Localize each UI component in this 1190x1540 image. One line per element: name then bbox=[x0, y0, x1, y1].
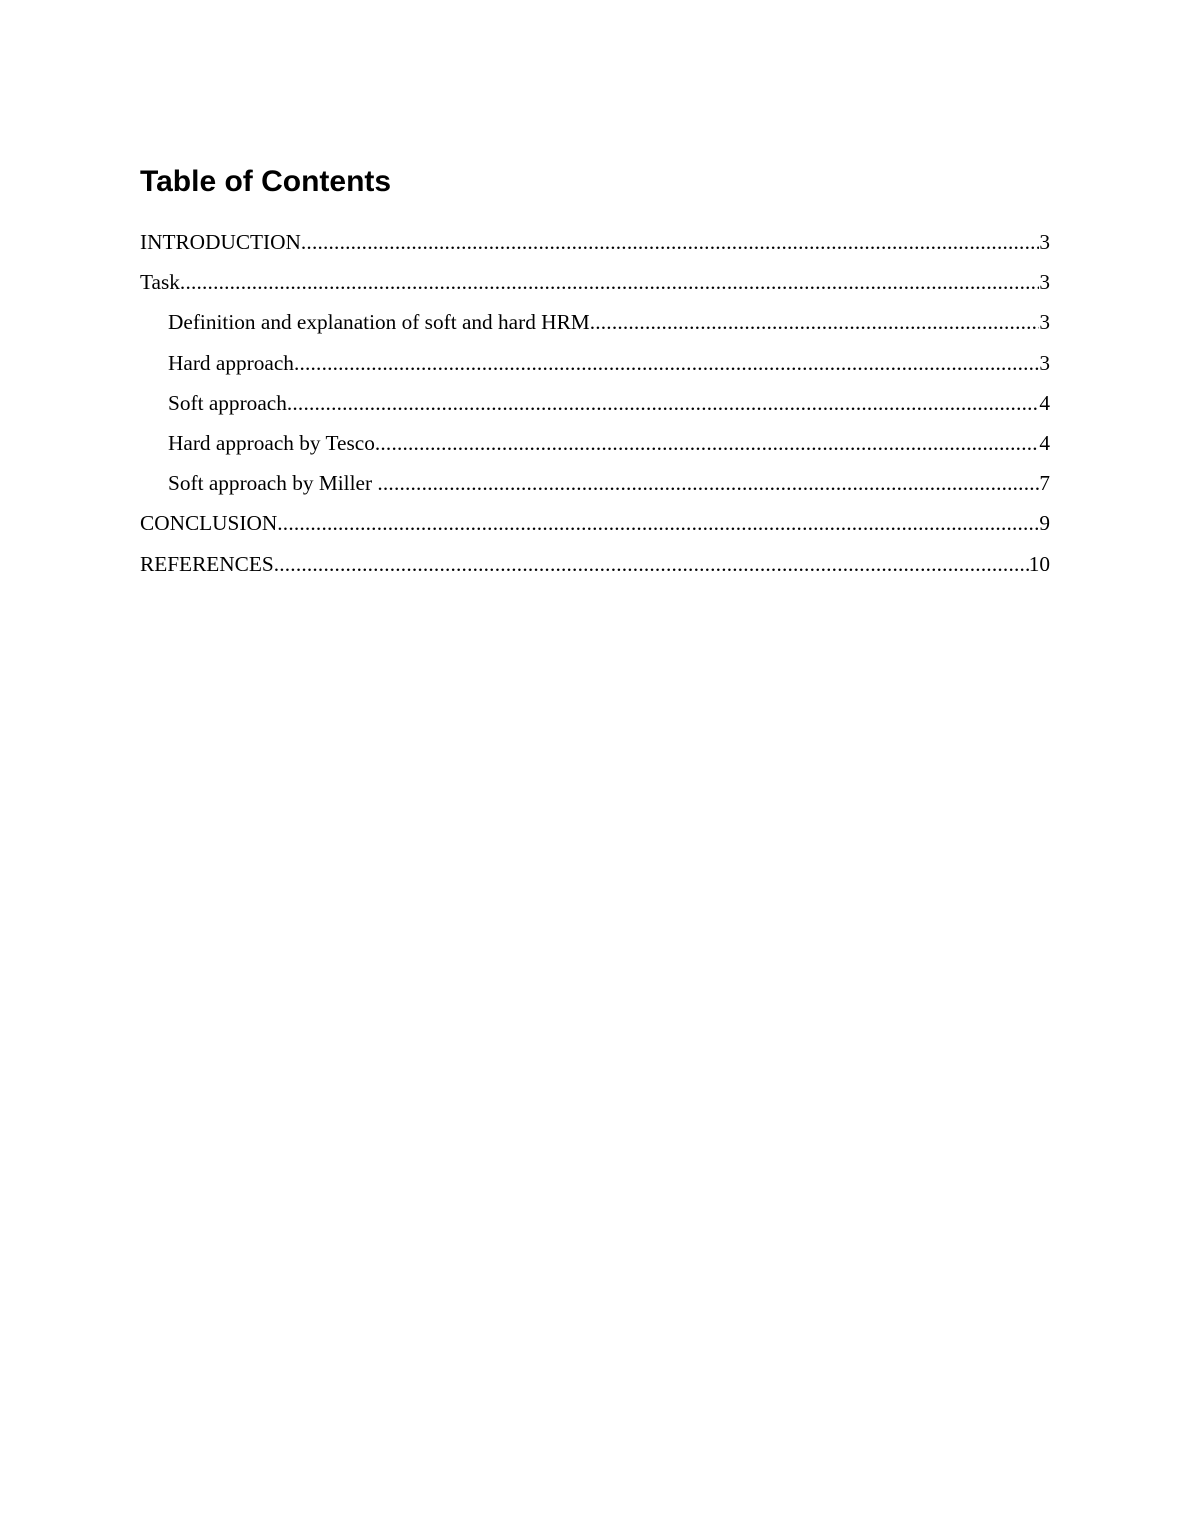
toc-dot-leader bbox=[277, 509, 1039, 537]
toc-page-number: 4 bbox=[1039, 430, 1050, 455]
toc-dot-leader bbox=[180, 268, 1039, 296]
toc-page-number: 3 bbox=[1039, 350, 1050, 375]
toc-dot-leader bbox=[375, 429, 1039, 457]
toc-list bbox=[140, 228, 1050, 590]
toc-entry-label: Soft approach by Miller bbox=[168, 471, 378, 496]
toc-entry-label: INTRODUCTION bbox=[140, 230, 301, 254]
toc-entry-label: Soft approach bbox=[168, 390, 287, 415]
toc-entry-hard-approach[interactable] bbox=[140, 349, 1050, 389]
toc-dot-leader bbox=[377, 469, 1039, 497]
toc-entry-soft-approach-miller[interactable] bbox=[140, 469, 1050, 509]
toc-page-number: 9 bbox=[1039, 511, 1050, 536]
toc-entry-label: REFERENCES bbox=[140, 551, 274, 576]
toc-entry-hard-approach-tesco[interactable] bbox=[140, 429, 1050, 469]
toc-dot-leader bbox=[301, 228, 1039, 256]
toc-entry-label: Hard approach by Tesco bbox=[168, 430, 375, 455]
toc-page-number: 3 bbox=[1039, 310, 1050, 335]
toc-entry-label: Task bbox=[140, 270, 180, 295]
toc-entry-task[interactable] bbox=[140, 268, 1050, 308]
toc-page-number: 4 bbox=[1039, 390, 1050, 415]
toc-page-number: 3 bbox=[1039, 270, 1050, 295]
toc-dot-leader bbox=[294, 349, 1039, 377]
toc-entry-introduction[interactable] bbox=[140, 228, 1050, 268]
toc-entry-conclusion[interactable] bbox=[140, 509, 1050, 549]
toc-entry-definition[interactable] bbox=[140, 308, 1050, 348]
toc-entry-references[interactable] bbox=[140, 550, 1050, 590]
toc-dot-leader bbox=[590, 308, 1040, 336]
toc-dot-leader bbox=[287, 389, 1039, 417]
toc-entry-label: CONCLUSION bbox=[140, 511, 278, 536]
toc-title: Table of Contents bbox=[140, 165, 392, 198]
toc-entry-label: Hard approach bbox=[168, 350, 294, 375]
toc-dot-leader bbox=[274, 550, 1029, 578]
toc-entry-label: Definition and explanation of soft and hard HRM bbox=[168, 310, 590, 335]
toc-entry-soft-approach[interactable] bbox=[140, 389, 1050, 429]
toc-page-number: 7 bbox=[1039, 471, 1050, 496]
toc-page-number: 3 bbox=[1039, 230, 1050, 254]
toc-page-number: 10 bbox=[1028, 551, 1050, 576]
